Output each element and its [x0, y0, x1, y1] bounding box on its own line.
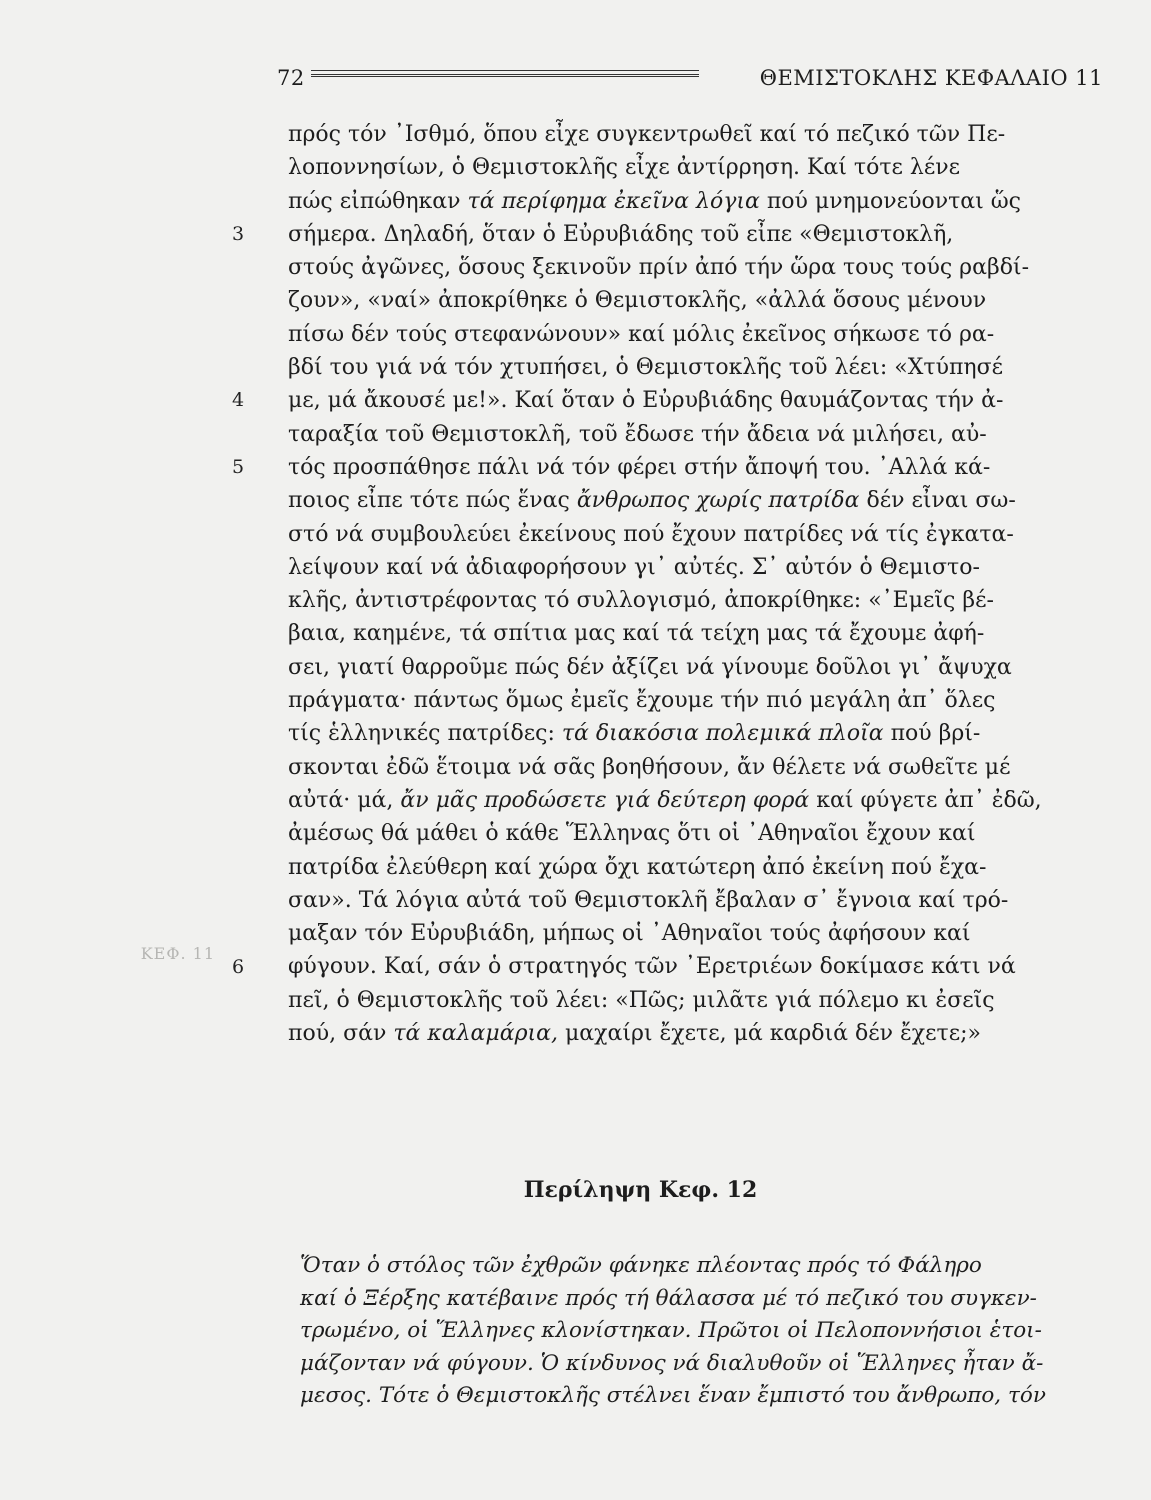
- body-line: [288, 651, 1128, 684]
- chapter-summary: [300, 1250, 1130, 1413]
- page-number: 72: [277, 66, 305, 90]
- text-run: δέν εἶναι σω-: [859, 488, 1016, 514]
- body-line: [288, 717, 1128, 750]
- text-run: βδί του γιά νά τόν χτυπήσει, ὁ Θεμιστοκλῆς τοῦ λέει: «Χτύπησέ: [288, 355, 1004, 381]
- body-line: [288, 351, 1128, 384]
- emphasized-text: ἄνθρωπος χωρίς πατρίδα: [576, 488, 860, 514]
- body-line: [288, 817, 1128, 850]
- text-run: μαχαίρι ἔχετε, μά καρδιά δέν ἔχετε;»: [557, 1021, 981, 1047]
- body-line: [288, 584, 1128, 617]
- text-run: πράγματα· πάντως ὅμως ἐμεῖς ἔχουμε τήν πιό μεγάλη ἀπ᾿ ὅλες: [288, 688, 996, 714]
- body-line: [288, 251, 1128, 284]
- body-line: [288, 784, 1128, 817]
- text-run: πού, σάν: [288, 1021, 394, 1047]
- text-run: τός προσπάθησε πάλι νά τόν φέρει στήν ἄποψή του. ᾿Αλλά κά-: [288, 454, 991, 480]
- body-line: [288, 284, 1128, 317]
- body-line: [288, 684, 1128, 717]
- text-run: σει, γιατί θαρροῦμε πώς δέν ἀξίζει νά γίνουμε δοῦλοι γι᾿ ἄψυχα: [288, 654, 1012, 680]
- text-run: φύγουν. Καί, σάν ὁ στρατηγός τῶν ᾿Ερετριέων δοκίμασε κάτι νά: [288, 954, 1016, 980]
- body-line: [288, 950, 1128, 983]
- body-line: [288, 484, 1128, 517]
- body-line: [288, 751, 1128, 784]
- header-rule: [311, 70, 699, 75]
- text-run: τίς ἑλληνικές πατρίδες:: [288, 721, 562, 747]
- margin-number: 4: [232, 389, 245, 412]
- text-run: πεῖ, ὁ Θεμιστοκλῆς τοῦ λέει: «Πῶς; μιλᾶτε γιά πόλεμο κι ἐσεῖς: [288, 987, 995, 1013]
- text-run: στούς ἀγῶνες, ὅσους ξεκινοῦν πρίν ἀπό τήν ὥρα τους τούς ραβδί-: [288, 255, 1029, 281]
- body-line: [288, 617, 1128, 650]
- text-run: λοποννησίων, ὁ Θεμιστοκλῆς εἶχε ἀντίρρηση. Καί τότε λένε: [288, 155, 960, 181]
- text-run: σήμερα. Δηλαδή, ὅταν ὁ Εὐρυβιάδης τοῦ εἶπε «Θεμιστοκλῆ,: [288, 221, 954, 247]
- text-run: κλῆς, ἀντιστρέφοντας τό συλλογισμό, ἀποκρίθηκε: «᾿Εμεῖς βέ-: [288, 588, 994, 614]
- body-line: [288, 518, 1128, 551]
- body-line: [288, 118, 1128, 151]
- summary-line: καί ὁ Ξέρξης κατέβαινε πρός τή θάλασσα μέ τό πεζικό του συγκεν-: [300, 1285, 1037, 1311]
- body-line: [288, 451, 1128, 484]
- summary-line: Ὅταν ὁ στόλος τῶν ἐχθρῶν φάνηκε πλέοντας πρός τό Φάληρο: [300, 1253, 982, 1278]
- summary-line: τρωμένο, οἱ Ἕλληνες κλονίστηκαν. Πρῶτοι οἱ Πελοποννήσιοι ἑτοι-: [300, 1318, 1042, 1343]
- margin-number: 6: [232, 955, 245, 978]
- text-run: πίσω δέν τούς στεφανώνουν» καί μόλις ἐκεῖνος σήκωσε τό ρα-: [288, 321, 995, 347]
- body-line: [288, 884, 1128, 917]
- text-run: λείψουν καί νά ἀδιαφορήσουν γι᾿ αὐτές. Σ᾿ αὐτόν ὁ Θεμιστο-: [288, 554, 980, 580]
- body-line: [288, 418, 1128, 451]
- body-line: [288, 384, 1128, 417]
- text-run: σκονται ἐδῶ ἕτοιμα νά σᾶς βοηθήσουν, ἄν θέλετε νά σωθεῖτε μέ: [288, 754, 1011, 780]
- body-line: [288, 917, 1128, 950]
- text-run: πρός τόν ᾿Ισθμό, ὅπου εἶχε συγκεντρωθεῖ καί τό πεζικό τῶν Πε-: [288, 122, 1006, 147]
- text-run: ποιος εἶπε τότε πώς ἕνας: [288, 488, 577, 514]
- running-title: ΘΕΜΙΣΤΟΚΛΗΣ ΚΕΦΑΛΑΙΟ 11: [759, 66, 1103, 90]
- bleed-through-heading: ΚΕΦ. 11: [140, 944, 215, 963]
- body-line: [288, 551, 1128, 584]
- body-line: [288, 1017, 1128, 1050]
- body-line: [288, 851, 1128, 884]
- text-run: αὐτά· μά,: [288, 787, 401, 813]
- text-run: πού μνημονεύονται ὥς: [759, 188, 1021, 214]
- body-paragraph: [288, 118, 1128, 1050]
- body-line: [288, 218, 1128, 251]
- margin-number: 5: [232, 456, 245, 478]
- summary-line: μάζονταν νά φύγουν. Ὁ κίνδυνος νά διαλυθοῦν οἱ Ἕλληνες ἦταν ἄ-: [300, 1350, 1044, 1376]
- emphasized-text: ἄν μᾶς προδώσετε γιά δεύτερη φορά: [400, 787, 810, 813]
- text-run: καί φύγετε ἀπ᾿ ἐδῶ,: [809, 787, 1042, 813]
- emphasized-text: τά καλαμάρια,: [393, 1021, 558, 1047]
- text-run: μαξαν τόν Εὐρυβιάδη, μήπως οἱ ᾿Αθηναῖοι τούς ἀφήσουν καί: [288, 921, 971, 947]
- running-header: [277, 66, 1103, 100]
- body-line: [288, 151, 1128, 184]
- text-run: ταραξία τοῦ Θεμιστοκλῆ, τοῦ ἔδωσε τήν ἄδεια νά μιλήσει, αὐ-: [288, 421, 987, 447]
- text-run: ζουν», «ναί» ἀποκρίθηκε ὁ Θεμιστοκλῆς, «ἀλλά ὅσους μένουν: [288, 288, 987, 314]
- margin-number: 3: [232, 222, 245, 245]
- text-run: βαια, καημένε, τά σπίτια μας καί τά τείχη μας τά ἔχουμε ἀφή-: [288, 621, 985, 647]
- text-run: πατρίδα ἐλεύθερη καί χώρα ὄχι κατώτερη ἀπό ἐκείνη πού ἔχα-: [288, 854, 987, 880]
- body-line: [288, 185, 1128, 218]
- text-run: πώς εἰπώθηκαν: [288, 188, 468, 214]
- body-line: [288, 984, 1128, 1017]
- text-run: στό νά συμβουλεύει ἐκείνους πού ἔχουν πατρίδες νά τίς ἐγκατα-: [288, 521, 1014, 547]
- text-run: με, μά ἄκουσέ με!». Καί ὅταν ὁ Εὐρυβιάδης θαυμάζοντας τήν ἀ-: [288, 388, 1004, 414]
- emphasized-text: τά περίφημα ἐκεῖνα λόγια: [467, 188, 760, 214]
- body-line: [288, 318, 1128, 351]
- emphasized-text: τά διακόσια πολεμικά πλοῖα: [561, 721, 884, 747]
- text-run: πού βρί-: [883, 721, 981, 747]
- text-run: σαν». Τά λόγια αὐτά τοῦ Θεμιστοκλῆ ἔβαλαν σ᾿ ἔγνοια καί τρό-: [288, 887, 1009, 913]
- text-run: ἀμέσως θά μάθει ὁ κάθε Ἕλληνας ὅτι οἱ ᾿Αθηναῖοι ἔχουν καί: [288, 821, 976, 847]
- summary-line: μεσος. Τότε ὁ Θεμιστοκλῆς στέλνει ἕναν ἔμπιστό του ἄνθρωπο, τόν: [300, 1383, 1046, 1408]
- bleed-through-text: [95, 945, 215, 962]
- section-heading: Περίληψη Κεφ. 12: [523, 1177, 758, 1203]
